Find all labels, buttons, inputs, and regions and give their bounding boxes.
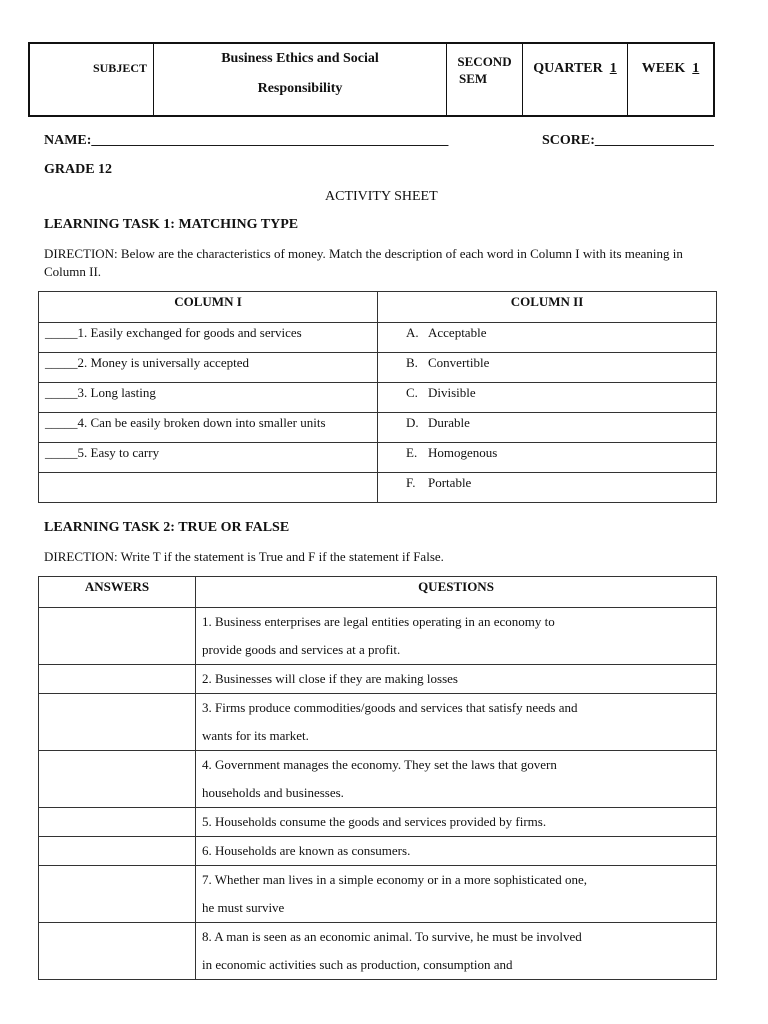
question-cell [196,608,717,665]
answer-cell[interactable] [39,665,196,694]
question-cell [196,923,717,980]
choice-letter: D. [406,415,419,430]
question-row [39,694,717,751]
question-line2: households and businesses. [202,785,344,800]
sheet-title: ACTIVITY SHEET [325,189,438,204]
question-line2: provide goods and services at a profit. [202,642,401,657]
choice-text: Acceptable [428,325,487,340]
true-false-table [38,576,717,980]
answer-cell[interactable] [39,608,196,665]
matching-choice [378,443,717,473]
choice-letter: E. [406,445,418,460]
semester-cell [447,44,523,115]
question-cell [196,866,717,923]
matching-item[interactable]: _____2. Money is universally accepted [39,353,378,383]
column1-header: COLUMN I [39,292,378,323]
question-row [39,866,717,923]
question-line1: 7. Whether man lives in a simple economy or in a more sophisticated one, [202,872,587,887]
question-line1: 2. Businesses will close if they are making losses [202,671,458,686]
choice-text: Convertible [428,355,490,370]
question-line1: 5. Households consume the goods and services provided by firms. [202,814,547,829]
answer-cell[interactable] [39,808,196,837]
task1-title: LEARNING TASK 1: MATCHING TYPE [44,217,299,232]
question-line2: he must survive [202,900,285,915]
question-line1: 6. Households are known as consumers. [202,843,411,858]
matching-row [39,413,717,443]
semester-line1: SECOND [457,54,512,69]
answer-cell[interactable] [39,837,196,866]
question-row [39,751,717,808]
choice-letter: C. [406,385,418,400]
choice-text: Divisible [428,385,476,400]
matching-row [39,473,717,503]
question-line2: in economic activities such as production, consumption and [202,957,513,972]
matching-row [39,353,717,383]
question-cell [196,751,717,808]
question-line1: 4. Government manages the economy. They set the laws that govern [202,757,557,772]
choice-letter: F. [406,475,416,490]
week-cell [628,44,713,115]
question-row [39,923,717,980]
subject-title [154,44,447,115]
question-row [39,608,717,665]
matching-choice [378,323,717,353]
matching-item[interactable]: _____3. Long lasting [39,383,378,413]
choice-letter: A. [406,325,419,340]
matching-choice [378,383,717,413]
question-row [39,665,717,694]
task2-direction: DIRECTION: Write T if the statement is True and F if the statement if False. [44,549,444,564]
matching-row [39,383,717,413]
task2-title: LEARNING TASK 2: TRUE OR FALSE [44,520,290,535]
header-box [28,42,715,117]
answer-cell[interactable] [39,751,196,808]
question-line1: 1. Business enterprises are legal entities operating in an economy to [202,614,555,629]
question-row [39,837,717,866]
question-line1: 8. A man is seen as an economic animal. To survive, he must be involved [202,929,582,944]
matching-row [39,323,717,353]
week-value: 1 [692,60,700,76]
question-cell [196,665,717,694]
questions-header: QUESTIONS [196,577,717,608]
subject-title-line1: Business Ethics and Social [221,51,379,66]
subject-label [30,44,154,115]
quarter-value: 1 [609,60,617,76]
matching-choice [378,413,717,443]
choice-letter: B. [406,355,418,370]
true-false-header-row [39,577,717,608]
answer-cell[interactable] [39,694,196,751]
matching-choice [378,353,717,383]
grade-label: GRADE 12 [44,162,113,177]
answers-header: ANSWERS [39,577,196,608]
matching-table [38,291,717,503]
quarter-label: QUARTER [533,60,603,76]
matching-item [39,473,378,503]
question-row [39,808,717,837]
choice-text: Portable [428,475,472,490]
subject-title-line2: Responsibility [257,81,343,96]
column2-header: COLUMN II [378,292,717,323]
semester-line2: SEM [459,71,488,86]
question-line2: wants for its market. [202,728,309,743]
question-line1: 3. Firms produce commodities/goods and services that satisfy needs and [202,700,578,715]
matching-header-row [39,292,717,323]
matching-item[interactable]: _____1. Easily exchanged for goods and services [39,323,378,353]
question-cell [196,694,717,751]
choice-text: Homogenous [428,445,498,460]
question-cell [196,837,717,866]
question-cell [196,808,717,837]
answer-cell[interactable] [39,866,196,923]
score-field[interactable]: SCORE:_________________ [542,133,714,148]
quarter-cell [523,44,628,115]
matching-row [39,443,717,473]
answer-cell[interactable] [39,923,196,980]
task1-direction: DIRECTION: Below are the characteristics of money. Match the description of each word in Column I with its meaning in Column II. [44,246,683,279]
matching-item[interactable]: _____5. Easy to carry [39,443,378,473]
subject-label-text: SUBJECT [92,61,147,75]
choice-text: Durable [428,415,470,430]
week-label: WEEK [641,60,686,76]
matching-item[interactable]: _____4. Can be easily broken down into smaller units [39,413,378,443]
name-field[interactable]: NAME:___________________________________________________ [44,133,449,148]
matching-choice [378,473,717,503]
